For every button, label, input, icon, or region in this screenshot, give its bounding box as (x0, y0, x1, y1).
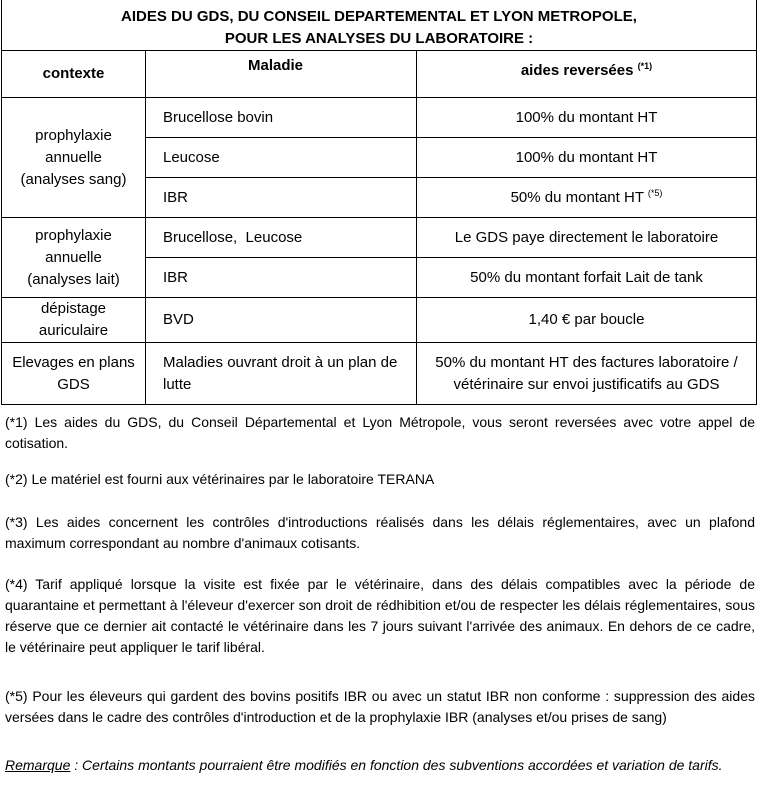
title-line-2: POUR LES ANALYSES DU LABORATOIRE : (224, 30, 534, 47)
aide-cell (417, 178, 757, 218)
context-cell (2, 298, 146, 343)
header-maladie: Maladie (146, 51, 417, 98)
aide-cell: 1,40 € par boucle (417, 298, 757, 343)
context-line: annuelle (45, 148, 102, 166)
remarque (5, 755, 755, 776)
aide-cell: 100% du montant HT (417, 98, 757, 138)
context-cell (2, 98, 146, 218)
remarque-text: : Certains montants pourraient être modifiés en fonction des subventions accordées et variation de tarifs. (70, 757, 723, 773)
maladie-cell: Brucellose, Leucose (146, 218, 417, 258)
context-line: prophylaxie (35, 126, 112, 144)
footnote-5: (*5) Pour les éleveurs qui gardent des bovins positifs IBR ou avec un statut IBR non conforme : suppression des aides versées dans le cadre des contrôles d'introduction et de la prophylaxie IBR (analyses et/ou prises de sang) (5, 688, 755, 725)
context-cell (2, 218, 146, 298)
header-contexte: contexte (2, 51, 146, 98)
context-line: dépistage (40, 300, 107, 317)
context-line: prophylaxie (35, 226, 112, 244)
maladie-cell: Brucellose bovin (146, 98, 417, 138)
footnote-2: (*2) Le matériel est fourni aux vétérinaires par le laboratoire TERANA (5, 471, 435, 487)
table-title (2, 0, 757, 51)
context-line: (analyses lait) (27, 270, 120, 288)
context-line: (analyses sang) (20, 170, 127, 188)
context-cell (2, 343, 146, 405)
header-row (2, 51, 757, 98)
table-row (2, 98, 757, 138)
title-line-1: AIDES DU GDS, DU CONSEIL DEPARTEMENTAL ET LYON METROPOLE, (121, 8, 637, 25)
table-row (2, 343, 757, 405)
maladie-cell: Leucose (146, 138, 417, 178)
context-line: Elevages en plans (12, 353, 135, 371)
header-aides-label: aides reversées (520, 62, 634, 79)
context-line: GDS (57, 375, 90, 393)
context-line: auriculaire (38, 322, 109, 339)
header-aides (417, 51, 757, 98)
aide-cell: 50% du montant HT des factures laboratoire / vétérinaire sur envoi justificatifs au GDS (417, 343, 757, 405)
aides-table (1, 0, 757, 405)
context-line: annuelle (45, 248, 102, 266)
remarque-label: Remarque (5, 757, 71, 773)
aide-cell: 50% du montant forfait Lait de tank (417, 258, 757, 298)
aide-cell: 100% du montant HT (417, 138, 757, 178)
table-row (2, 218, 757, 258)
footnote-3: (*3) Les aides concernent les contrôles d'introductions réalisés dans les délais réglementaires, avec un plafond maximum correspondant au nombre d'animaux cotisants. (5, 514, 755, 551)
aide-note: (*5) (647, 187, 663, 198)
footnote-4: (*4) Tarif appliqué lorsque la visite est fixée par le vétérinaire, dans des délais compatibles avec la période de quarantaine et permettant à l'éleveur d'exercer son droit de rédhibition et/ou de respecter les délais réglementaires, sous réserve que ce dernier ait contacté le vétérinaire dans les 7 jours suivant l'arrivée des animaux. En dehors de ce cadre, le vétérinaire peut appliquer le tarif libéral. (5, 576, 755, 655)
footnote-1: (*1) Les aides du GDS, du Conseil Départemental et Lyon Métropole, vous seront reversées avec votre appel de cotisation. (5, 414, 755, 451)
maladie-cell: IBR (146, 178, 417, 218)
title-row (2, 0, 757, 51)
maladie-cell: BVD (146, 298, 417, 343)
table-row (2, 298, 757, 343)
maladie-cell: IBR (146, 258, 417, 298)
aide-cell: Le GDS paye directement le laboratoire (417, 218, 757, 258)
maladie-cell: Maladies ouvrant droit à un plan de lutte (146, 343, 417, 405)
header-aides-note: (*1) (637, 61, 653, 71)
aide-text: 50% du montant HT (510, 188, 644, 206)
